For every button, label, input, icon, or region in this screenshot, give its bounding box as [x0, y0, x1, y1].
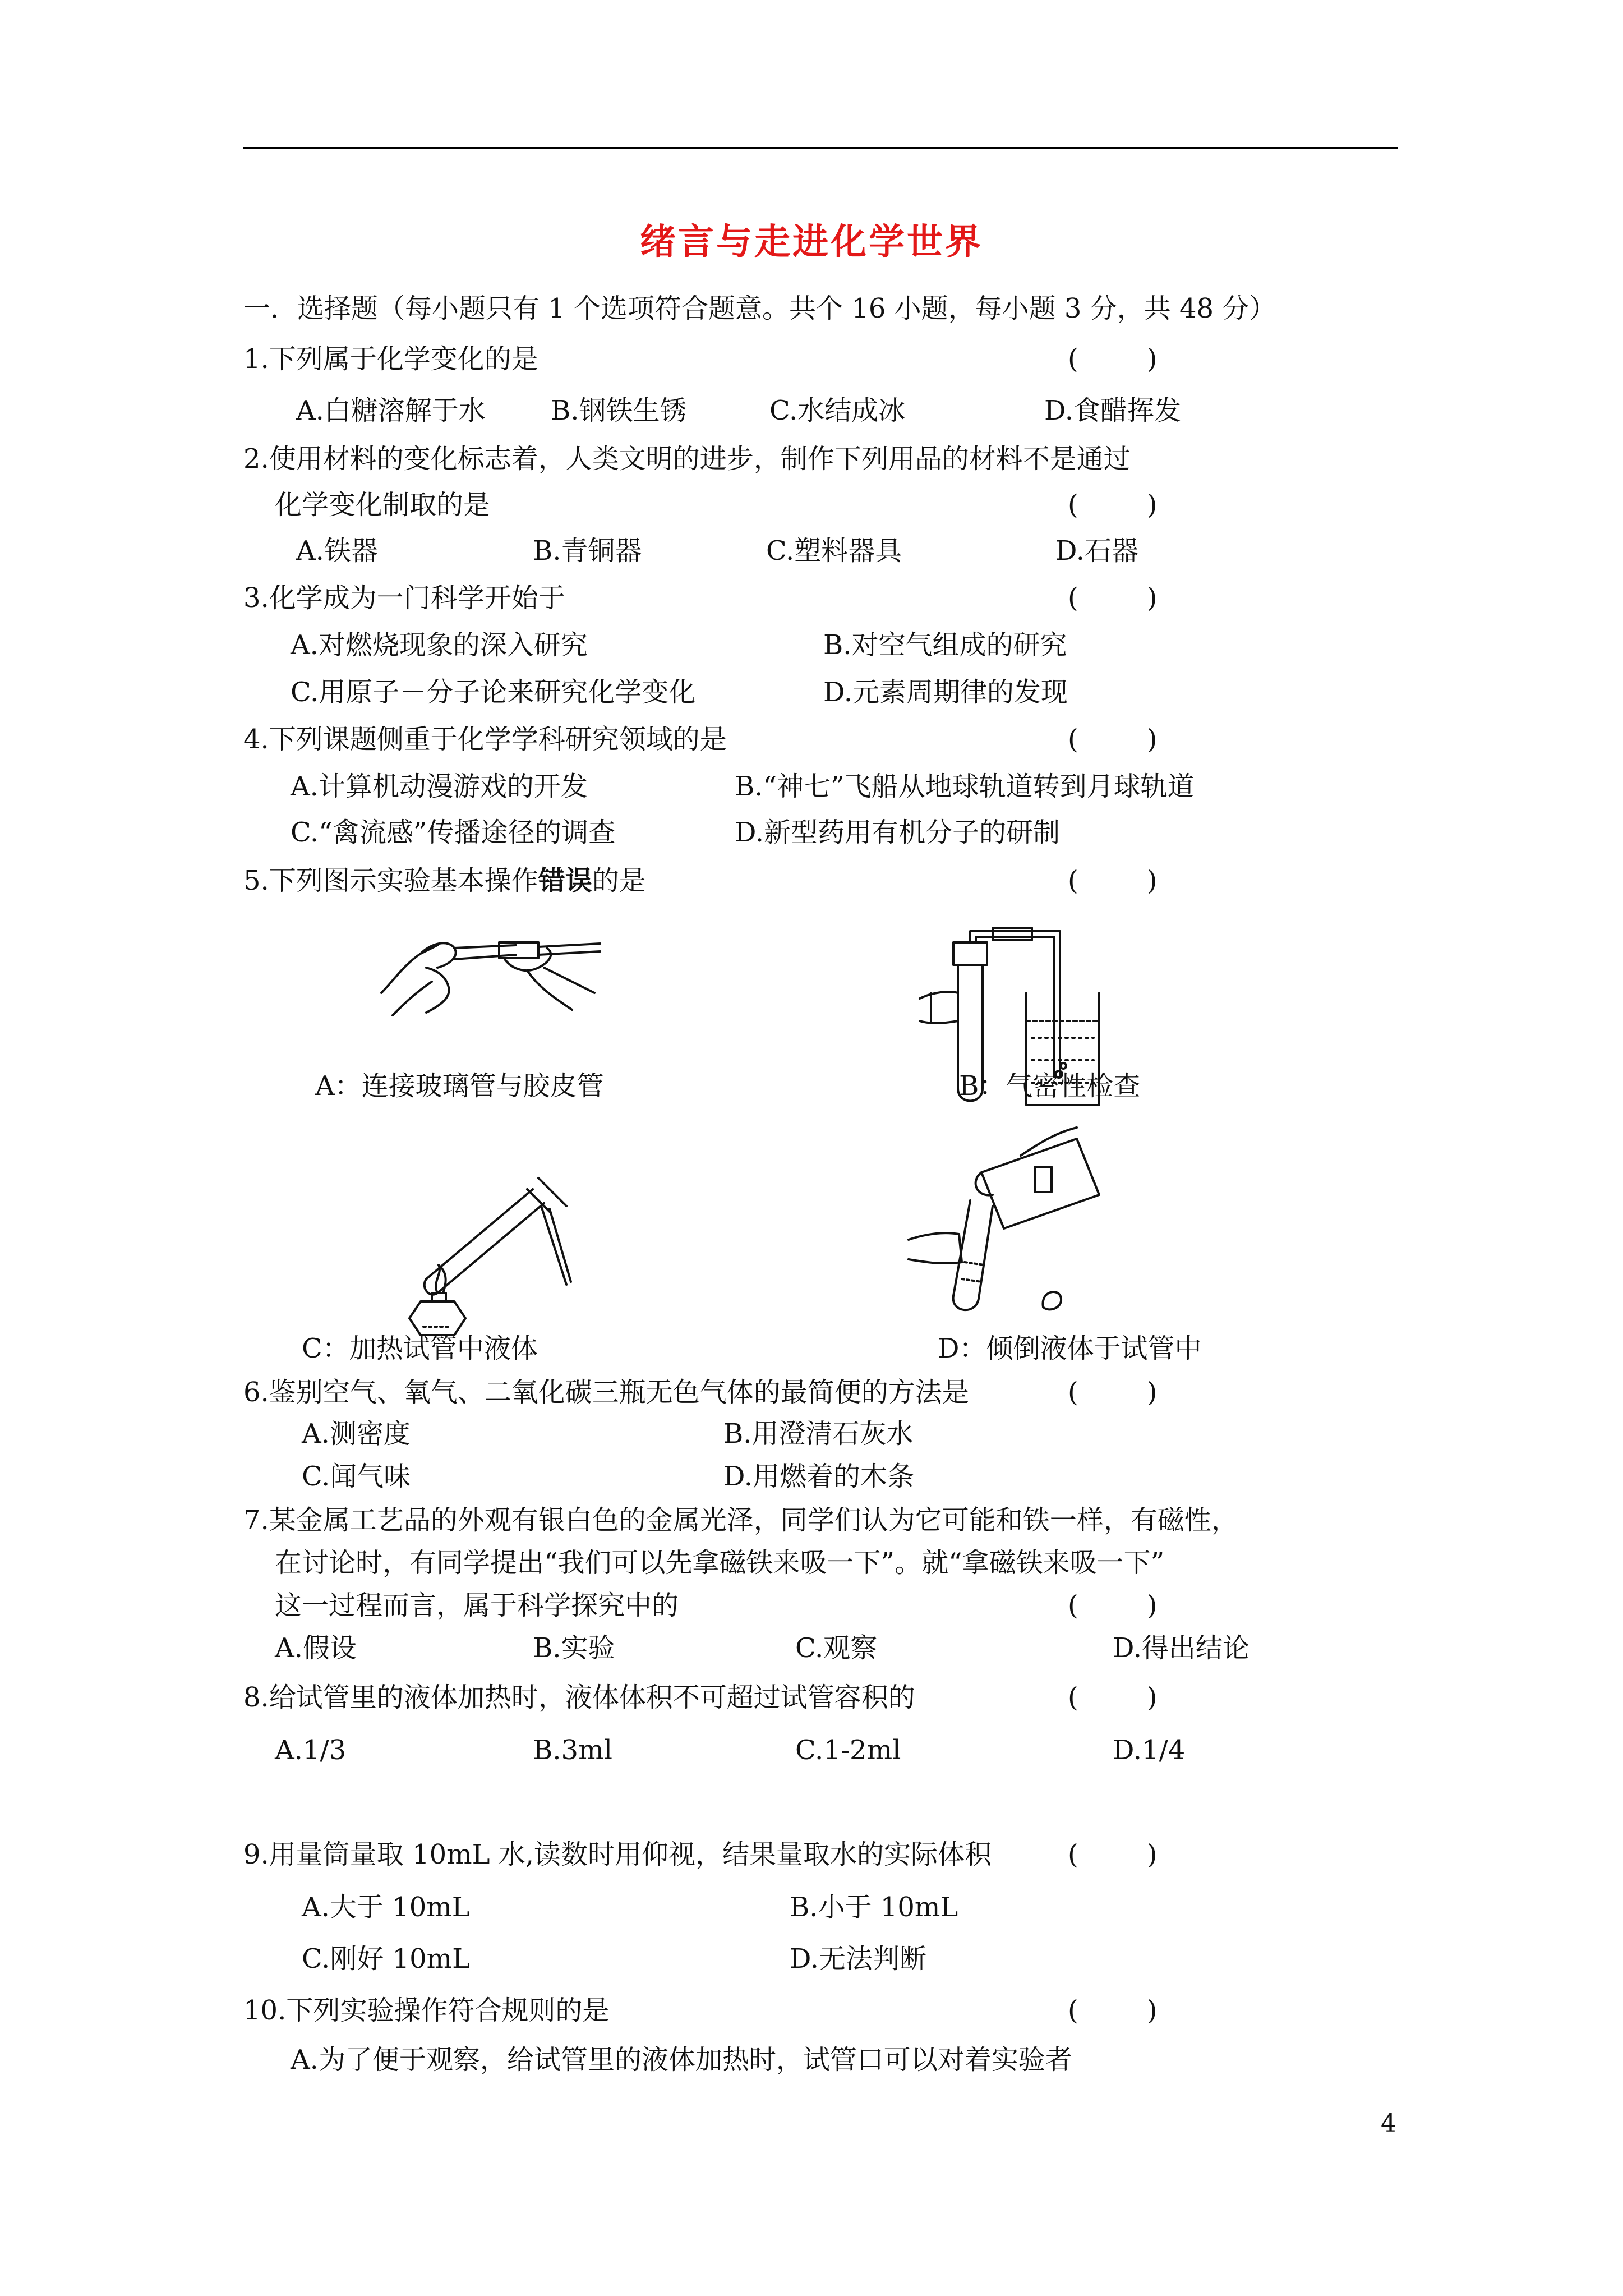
answer-bracket: ( ): [1068, 1377, 1158, 1408]
q4-option-a: A.计算机动漫游戏的开发: [291, 771, 588, 802]
question-1-stem: 1.下列属于化学变化的是: [243, 343, 538, 375]
q7-option-b: B.实验: [533, 1632, 615, 1664]
caption-figure-d: D：倾倒液体于试管中: [938, 1333, 1202, 1364]
q8-option-a: A.1/3: [275, 1734, 347, 1766]
q3-option-c: C.用原子－分子论来研究化学变化: [291, 677, 696, 708]
q1-option-a: A.白糖溶解于水: [296, 395, 486, 426]
q4-option-b: B.“神七”飞船从地球轨道转到月球轨道: [735, 771, 1195, 802]
question-2-stem-line2: 化学变化制取的是: [275, 489, 491, 521]
caption-figure-a: A：连接玻璃管与胶皮管: [315, 1070, 604, 1102]
q8-option-c: C.1-2ml: [795, 1734, 901, 1766]
question-2-stem-line1: 2.使用材料的变化标志着，人类文明的进步，制作下列用品的材料不是通过: [243, 443, 1131, 475]
page-number: 4: [1381, 2109, 1396, 2138]
q7-option-c: C.观察: [795, 1632, 878, 1664]
question-7-stem-line3: 这一过程而言，属于科学探究中的: [275, 1590, 679, 1621]
answer-bracket: ( ): [1068, 1682, 1158, 1713]
q3-option-b: B.对空气组成的研究: [823, 629, 1067, 661]
question-4-stem: 4.下列课题侧重于化学学科研究领域的是: [243, 724, 727, 755]
q4-option-c: C.“禽流感”传播途径的调查: [291, 817, 616, 848]
q2-option-a: A.铁器: [296, 535, 378, 567]
q3-option-d: D.元素周期律的发现: [823, 677, 1068, 708]
answer-bracket: ( ): [1068, 724, 1158, 755]
answer-bracket: ( ): [1068, 1590, 1158, 1621]
section-heading: 一．选择题（每小题只有 1 个选项符合题意。共个 16 小题，每小题 3 分，共 48 分）: [243, 293, 1276, 324]
q6-option-d: D.用燃着的木条: [723, 1461, 915, 1492]
answer-bracket: ( ): [1068, 1839, 1158, 1870]
q2-option-c: C.塑料器具: [766, 535, 902, 567]
answer-bracket: ( ): [1068, 582, 1158, 614]
q9-option-b: B.小于 10mL: [790, 1892, 958, 1923]
q9-option-c: C.刚好 10mL: [302, 1943, 471, 1975]
q2-option-b: B.青铜器: [533, 535, 642, 567]
page-title: 绪言与走进化学世界: [640, 221, 983, 263]
figure-c-heating-test-tube: [404, 1167, 572, 1352]
q9-option-d: D.无法判断: [790, 1943, 927, 1975]
emphasis-wrong: 错误: [538, 865, 592, 896]
caption-figure-b: B：气密性检查: [959, 1070, 1141, 1102]
figure-d-pouring-liquid: [909, 1128, 1110, 1318]
q10-option-a: A.为了便于观察，给试管里的液体加热时，试管口可以对着实验者: [291, 2044, 1072, 2076]
header-rule: [243, 147, 1398, 149]
question-9-stem: 9.用量筒量取 10mL 水,读数时用仰视，结果量取水的实际体积: [243, 1839, 992, 1870]
question-5-stem: 5.下列图示实验基本操作错误的是: [243, 865, 646, 896]
question-3-stem: 3.化学成为一门科学开始于: [243, 582, 565, 614]
q3-option-a: A.对燃烧现象的深入研究: [291, 629, 588, 661]
q6-option-a: A.测密度: [302, 1418, 411, 1450]
answer-bracket: ( ): [1068, 489, 1158, 521]
caption-figure-c: C：加热试管中液体: [302, 1333, 538, 1364]
q6-option-c: C.闻气味: [302, 1461, 411, 1492]
question-7-stem-line2: 在讨论时，有同学提出“我们可以先拿磁铁来吸一下”。就“拿磁铁来吸一下”: [275, 1547, 1165, 1579]
q4-option-d: D.新型药用有机分子的研制: [735, 817, 1061, 848]
answer-bracket: ( ): [1068, 865, 1158, 896]
q2-option-d: D.石器: [1055, 535, 1139, 567]
q8-option-d: D.1/4: [1113, 1734, 1186, 1766]
answer-bracket: ( ): [1068, 1995, 1158, 2026]
q1-option-c: C.水结成冰: [769, 395, 906, 426]
q1-option-d: D.食醋挥发: [1044, 395, 1182, 426]
q6-option-b: B.用澄清石灰水: [723, 1418, 914, 1450]
q1-option-b: B.钢铁生锈: [551, 395, 687, 426]
question-8-stem: 8.给试管里的液体加热时，液体体积不可超过试管容积的: [243, 1682, 915, 1713]
question-6-stem: 6.鉴别空气、氧气、二氧化碳三瓶无色气体的最简便的方法是: [243, 1377, 969, 1408]
question-7-stem-line1: 7.某金属工艺品的外观有银白色的金属光泽，同学们认为它可能和铁一样，有磁性，: [243, 1504, 1238, 1536]
q8-option-b: B.3ml: [533, 1734, 612, 1766]
figure-a-connect-tubes: [370, 914, 606, 1027]
q9-option-a: A.大于 10mL: [302, 1892, 470, 1923]
question-10-stem: 10.下列实验操作符合规则的是: [243, 1995, 610, 2026]
q7-option-d: D.得出结论: [1113, 1632, 1250, 1664]
answer-bracket: ( ): [1068, 343, 1158, 375]
q7-option-a: A.假设: [275, 1632, 357, 1664]
